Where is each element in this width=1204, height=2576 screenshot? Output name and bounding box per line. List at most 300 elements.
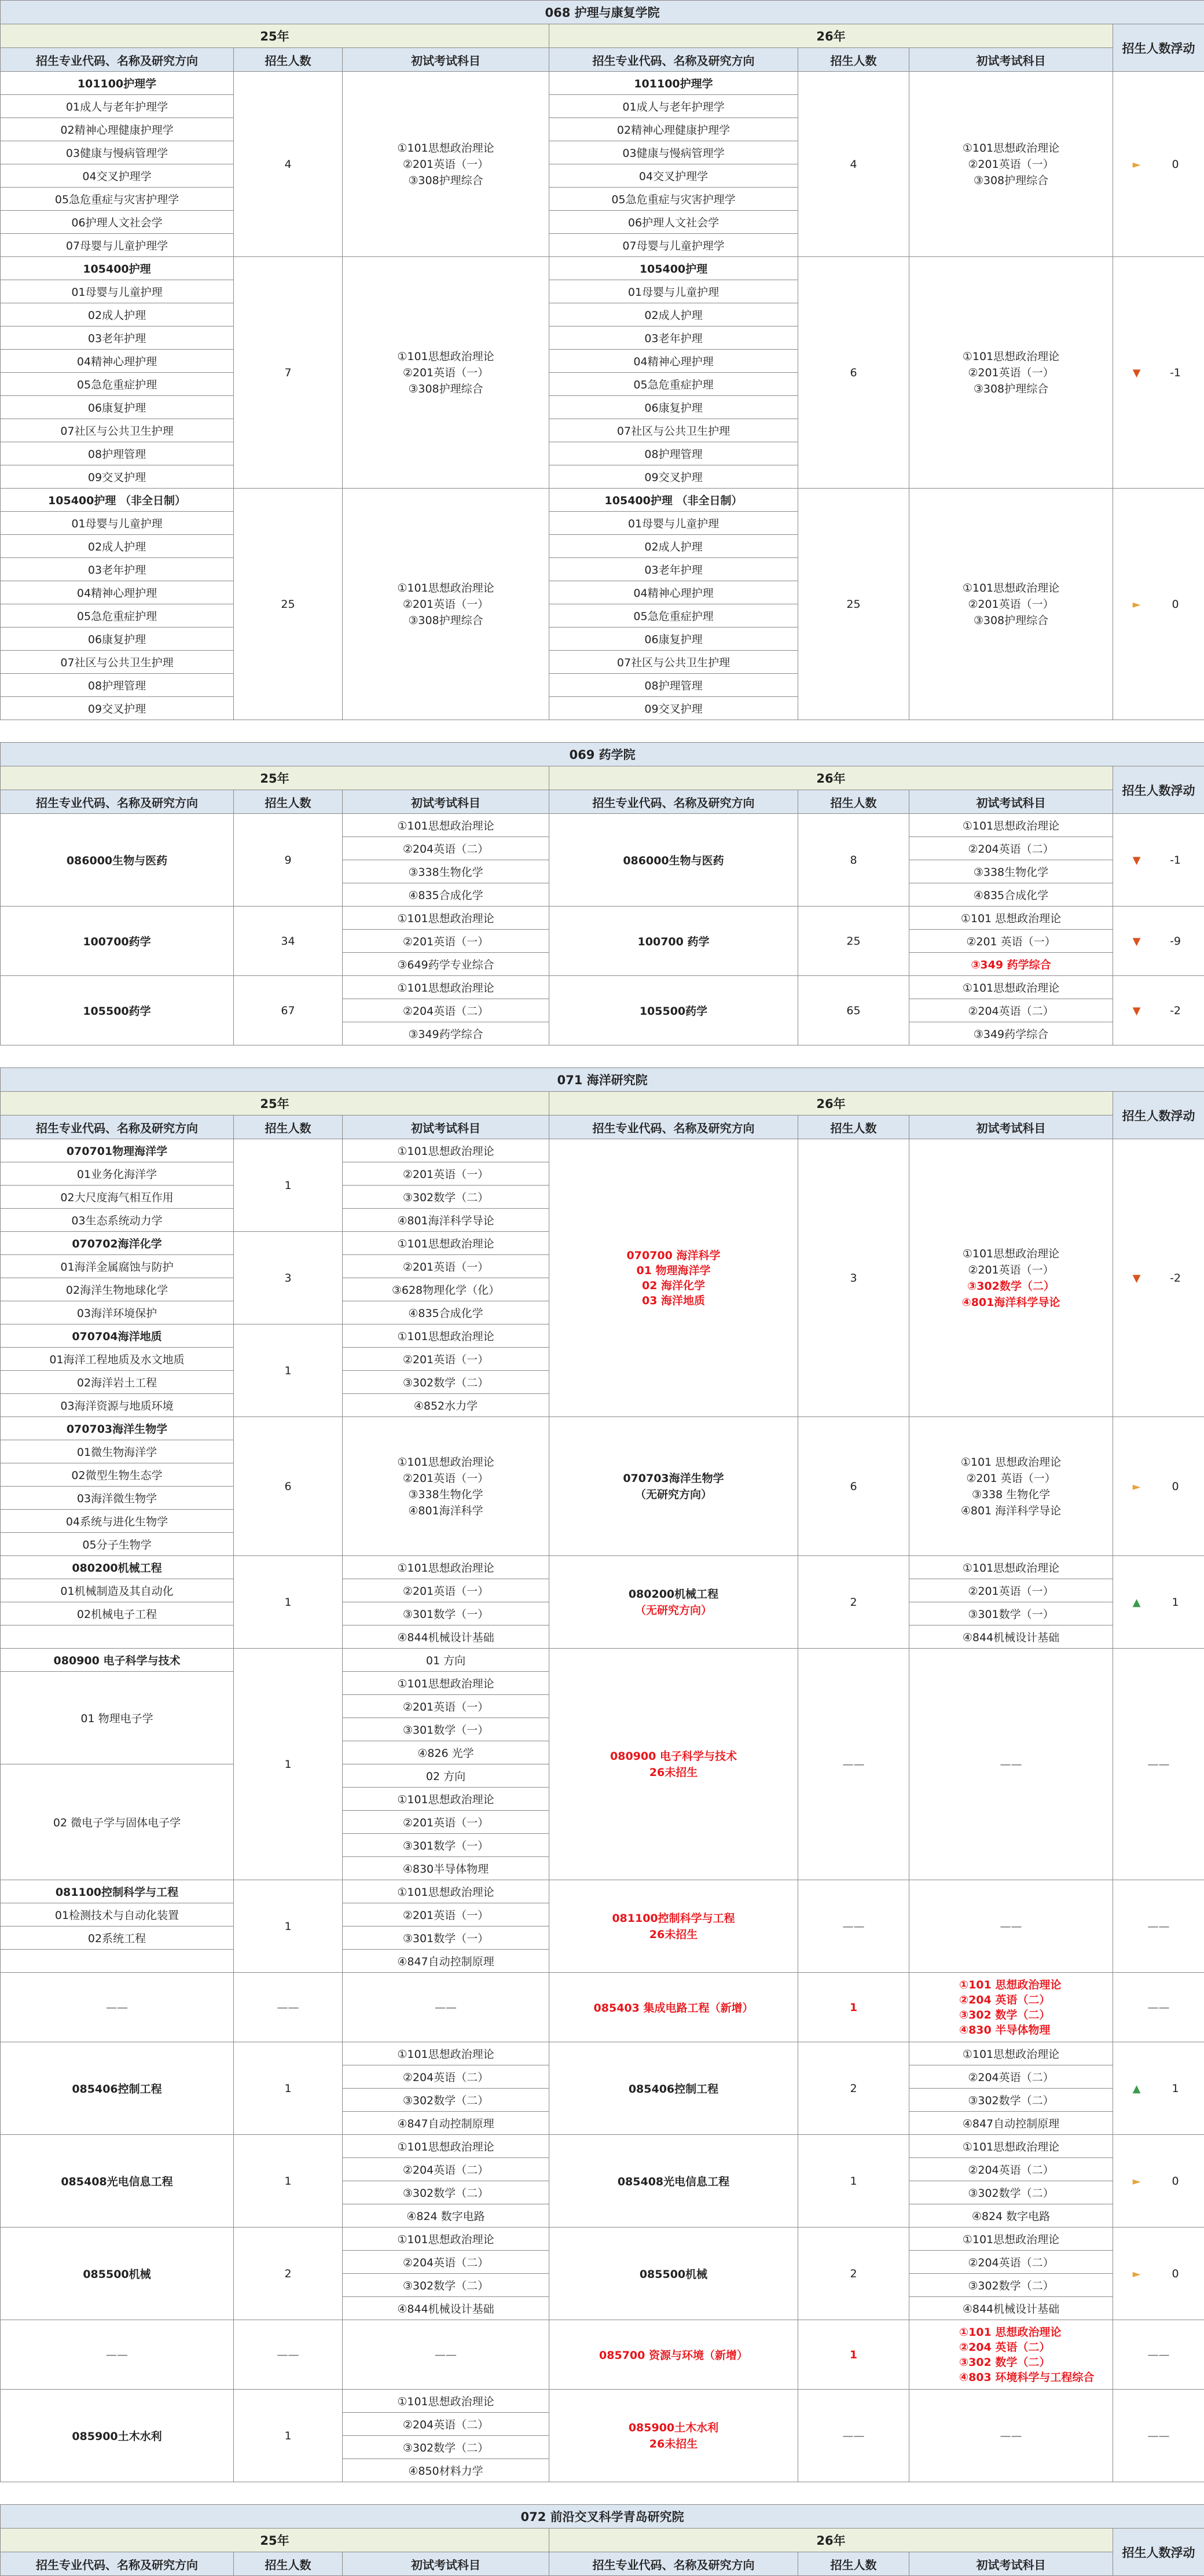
column-header: 招生人数 — [798, 790, 909, 814]
exam-25: ②204英语（二） — [343, 999, 549, 1022]
float-value: 1 — [1164, 2082, 1187, 2095]
exam-26: ②201 英语（一） — [909, 930, 1113, 953]
not-enrolled-line: 26未招生 — [549, 1927, 798, 1943]
count-26: 2 — [798, 2042, 909, 2135]
program-code-25: 070701物理海洋学 — [1, 1139, 234, 1162]
float-cell: —— — [1113, 1973, 1204, 2042]
direction-25: 04交叉护理学 — [1, 164, 234, 188]
count-25: 6 — [234, 1417, 343, 1556]
direction-26: 02成人护理 — [549, 535, 798, 558]
exam-26-line: ③302数学（二） — [909, 1278, 1113, 1294]
program-code-25: 085406控制工程 — [1, 2042, 234, 2135]
exam-26: ①101思想政治理论 — [909, 1556, 1113, 1579]
arrow-right-icon: ► — [1130, 1481, 1143, 1493]
program-code-25: —— — [1, 2320, 234, 2390]
section-gap — [0, 1045, 1204, 1067]
program-code-26: 085408光电信息工程 — [549, 2135, 798, 2228]
count-26: 25 — [798, 489, 909, 720]
arrow-down-icon: ▼ — [1130, 935, 1143, 948]
direction-25: 01海洋金属腐蚀与防护 — [1, 1255, 234, 1278]
program-code-25: 085900土木水利 — [1, 2390, 234, 2482]
not-enrolled-line: 26未招生 — [549, 1764, 798, 1781]
direction-25: 02精神心理健康护理学 — [1, 118, 234, 141]
program-code-26 — [549, 1556, 798, 1649]
exam-subjects-25 — [343, 72, 549, 257]
exam-26: ③338生物化学 — [909, 860, 1113, 883]
exam-26-line: ①101 思想政治理论 — [959, 1977, 1113, 1992]
exam-26-line: ③308护理综合 — [909, 173, 1113, 189]
float-cell — [1113, 1139, 1204, 1417]
arrow-up-icon: ▲ — [1130, 1597, 1143, 1609]
count-26: 3 — [798, 1139, 909, 1417]
table-row — [1, 1139, 1204, 1162]
exam-25: ④847自动控制原理 — [343, 1950, 549, 1973]
program-code-25: 086000生物与医药 — [1, 814, 234, 907]
float-cell — [1113, 489, 1204, 720]
float-cell: —— — [1113, 1649, 1204, 1880]
exam-25: ③338生物化学 — [343, 860, 549, 883]
exam-26: ③301数学（一） — [909, 1602, 1113, 1625]
float-value: -1 — [1164, 366, 1187, 379]
direction-25: 03老年护理 — [1, 558, 234, 581]
merged-program-line: 01 物理海洋学 — [549, 1263, 798, 1278]
not-enrolled-line: 26未招生 — [549, 2436, 798, 2452]
table-row — [1, 2042, 1204, 2065]
count-25: 4 — [234, 72, 343, 257]
exam-25: ③302数学（二） — [343, 2436, 549, 2459]
section-gap — [0, 2482, 1204, 2504]
direction-26: 05急危重症护理 — [549, 604, 798, 628]
exam-subjects-25 — [343, 257, 549, 489]
exam-subjects-25 — [343, 489, 549, 720]
direction-25: 07母婴与儿童护理学 — [1, 234, 234, 257]
exam-25: ①101思想政治理论 — [343, 814, 549, 837]
column-header: 初试考试科目 — [343, 48, 549, 72]
year-25-label: 25年 — [1, 24, 549, 48]
exam-25: ①101思想政治理论 — [343, 1324, 549, 1348]
column-header: 招生人数 — [234, 48, 343, 72]
count-26: 1 — [798, 2320, 909, 2390]
program-code-26 — [549, 1417, 798, 1556]
direction-26: 09交叉护理 — [549, 697, 798, 720]
direction-25: 01海洋工程地质及水文地质 — [1, 1348, 234, 1371]
direction-26: 04交叉护理学 — [549, 164, 798, 188]
direction-25: 01微生物海洋学 — [1, 1440, 234, 1463]
count-26: 1 — [798, 1973, 909, 2042]
float-value: -2 — [1164, 1004, 1187, 1017]
exam-26-line: ③308护理综合 — [909, 381, 1113, 397]
exam-25: ③301数学（一） — [343, 1718, 549, 1741]
exam-25: ②204英语（二） — [343, 2158, 549, 2181]
count-25: 67 — [234, 976, 343, 1045]
exam-26: —— — [909, 1880, 1113, 1973]
exam-26: ④824 数字电路 — [909, 2204, 1113, 2228]
exam-26: ③349 药学综合 — [909, 953, 1113, 976]
program-code-26: 101100护理学 — [549, 72, 798, 95]
exam-subjects-26 — [909, 257, 1113, 489]
exam-25: ④826 光学 — [343, 1741, 549, 1764]
exam-26-line: ②201英语（一） — [909, 156, 1113, 173]
column-header: 招生专业代码、名称及研究方向 — [1, 790, 234, 814]
program-code-25: 080200机械工程 — [1, 1556, 234, 1579]
direction-26: 04精神心理护理 — [549, 581, 798, 604]
program-code-26: 100700 药学 — [549, 907, 798, 976]
program-code-26 — [549, 1139, 798, 1417]
exam-subjects-25 — [343, 1417, 549, 1556]
column-header: 招生专业代码、名称及研究方向 — [549, 790, 798, 814]
column-header: 初试考试科目 — [909, 48, 1113, 72]
exam-25: 02 方向 — [343, 1764, 549, 1788]
exam-25: ④835合成化学 — [343, 1301, 549, 1324]
float-cell: —— — [1113, 2390, 1204, 2482]
exam-subjects-26 — [909, 1139, 1113, 1417]
exam-26-line: ①101思想政治理论 — [909, 580, 1113, 596]
direction-25: 02 微电子学与固体电子学 — [1, 1764, 234, 1880]
year-26-label: 26年 — [549, 766, 1113, 790]
exam-26-line: ②201英语（一） — [909, 1262, 1113, 1278]
exam-subjects-26 — [909, 72, 1113, 257]
direction-26: 07社区与公共卫生护理 — [549, 651, 798, 674]
direction-26: 01成人与老年护理学 — [549, 95, 798, 118]
count-25: 1 — [234, 2042, 343, 2135]
direction-25: 04精神心理护理 — [1, 581, 234, 604]
direction-26: 06护理人文社会学 — [549, 211, 798, 234]
count-26: 1 — [798, 2135, 909, 2228]
direction-25: 01母婴与儿童护理 — [1, 280, 234, 303]
program-code-26 — [549, 2390, 798, 2482]
exam-25: ②201英语（一） — [343, 1348, 549, 1371]
direction-26: 08护理管理 — [549, 442, 798, 465]
direction-26: 06康复护理 — [549, 396, 798, 419]
exam-25: ③302数学（二） — [343, 2089, 549, 2112]
exam-26: ②201英语（一） — [909, 1579, 1113, 1602]
exam-25-line: ②201英语（一） — [343, 1470, 549, 1487]
exam-subjects-26 — [909, 1973, 1113, 2042]
float-value: 1 — [1164, 1596, 1187, 1609]
float-header: 招生人数浮动 — [1113, 766, 1204, 814]
direction-25: 02成人护理 — [1, 535, 234, 558]
exam-25-line: ④801海洋科学 — [343, 1503, 549, 1519]
float-cell — [1113, 2228, 1204, 2320]
arrow-right-icon: ► — [1130, 2175, 1143, 2188]
exam-25: ①101思想政治理论 — [343, 2135, 549, 2158]
exam-25-line: ②201英语（一） — [343, 156, 549, 173]
year-25-label: 25年 — [1, 1092, 549, 1115]
exam-25: ①101思想政治理论 — [343, 1788, 549, 1811]
float-cell: —— — [1113, 2320, 1204, 2390]
direction-25: 05急危重症护理 — [1, 604, 234, 628]
float-value: -2 — [1164, 1272, 1187, 1285]
direction-25: 03健康与慢病管理学 — [1, 141, 234, 164]
program-code-25: 105400护理 — [1, 257, 234, 280]
count-25: 3 — [234, 1232, 343, 1324]
arrow-down-icon: ▼ — [1130, 1272, 1143, 1285]
exam-26-line: ①101思想政治理论 — [909, 140, 1113, 156]
column-header: 招生人数 — [234, 1115, 343, 1139]
table-068 — [0, 0, 1204, 720]
float-value: 0 — [1164, 1480, 1187, 1493]
program-code-26-title: 080200机械工程 — [549, 1586, 798, 1602]
direction-25: 08护理管理 — [1, 674, 234, 697]
table-row — [1, 489, 1204, 512]
direction-25: 03海洋微生物学 — [1, 1487, 234, 1510]
direction-26: 02精神心理健康护理学 — [549, 118, 798, 141]
direction-25: 03生态系统动力学 — [1, 1209, 234, 1232]
exam-26: ①101思想政治理论 — [909, 2042, 1113, 2065]
direction-25 — [1, 1625, 234, 1649]
program-code-26: 085403 集成电路工程（新增） — [549, 1973, 798, 2042]
table-row — [1, 1880, 1204, 1903]
exam-25: —— — [343, 2320, 549, 2390]
table-072 — [0, 2504, 1204, 2576]
float-value: 0 — [1164, 2267, 1187, 2280]
column-header: 招生人数 — [234, 790, 343, 814]
exam-26: ①101思想政治理论 — [909, 2135, 1113, 2158]
count-26: 6 — [798, 257, 909, 489]
direction-26: 09交叉护理 — [549, 465, 798, 489]
exam-26-line: ④830 半导体物理 — [959, 2023, 1113, 2038]
exam-26-line: ①101思想政治理论 — [909, 348, 1113, 365]
program-code-26: 105500药学 — [549, 976, 798, 1045]
float-cell — [1113, 907, 1204, 976]
table-row — [1, 2320, 1204, 2343]
section-title: 068 护理与康复学院 — [1, 1, 1204, 24]
direction-26: 07母婴与儿童护理学 — [549, 234, 798, 257]
exam-26-line: ①101 思想政治理论 — [909, 1454, 1113, 1470]
exam-25: ③628物理化学（化） — [343, 1278, 549, 1301]
program-code-26: 085406控制工程 — [549, 2042, 798, 2135]
exam-26-line: ②201 英语（一） — [909, 1470, 1113, 1487]
exam-25: ①101思想政治理论 — [343, 1139, 549, 1162]
column-header: 招生人数 — [798, 1115, 909, 1139]
exam-26: ③302数学（二） — [909, 2089, 1113, 2112]
exam-25: ②204英语（二） — [343, 837, 549, 860]
table-row — [1, 2228, 1204, 2251]
arrow-up-icon: ▲ — [1130, 2083, 1143, 2095]
table-071 — [0, 1067, 1204, 2482]
exam-25: ②201英语（一） — [343, 1903, 549, 1927]
column-header: 初试考试科目 — [909, 1115, 1113, 1139]
section-gap — [0, 720, 1204, 742]
year-26-label: 26年 — [549, 24, 1113, 48]
float-header: 招生人数浮动 — [1113, 2529, 1204, 2576]
program-code-26: 085500机械 — [549, 2228, 798, 2320]
direction-26: 03健康与慢病管理学 — [549, 141, 798, 164]
count-26: —— — [798, 2390, 909, 2482]
direction-25: 02海洋岩土工程 — [1, 1371, 234, 1394]
exam-26-line: ④801海洋科学导论 — [909, 1294, 1113, 1311]
direction-25: 05急危重症与灾害护理学 — [1, 188, 234, 211]
program-code-25: —— — [1, 1973, 234, 2042]
count-26: 65 — [798, 976, 909, 1045]
program-subtitle-26: （无研究方向） — [549, 1487, 798, 1503]
program-code-26 — [549, 1649, 798, 1880]
column-header: 初试考试科目 — [343, 2552, 549, 2576]
exam-25: ④835合成化学 — [343, 883, 549, 907]
column-header: 招生专业代码、名称及研究方向 — [1, 1115, 234, 1139]
exam-25: 01 方向 — [343, 1649, 549, 1672]
exam-25-line: ③308护理综合 — [343, 381, 549, 397]
direction-25: 07社区与公共卫生护理 — [1, 651, 234, 674]
exam-25: ④824 数字电路 — [343, 2204, 549, 2228]
direction-26: 05急危重症护理 — [549, 373, 798, 396]
count-25: —— — [234, 1973, 343, 2042]
float-cell: —— — [1113, 1880, 1204, 1973]
count-26: 4 — [798, 72, 909, 257]
column-header: 招生专业代码、名称及研究方向 — [549, 2552, 798, 2576]
column-header: 初试考试科目 — [909, 2552, 1113, 2576]
exam-26: ②204英语（二） — [909, 2251, 1113, 2274]
float-header: 招生人数浮动 — [1113, 24, 1204, 72]
program-code-25: 100700药学 — [1, 907, 234, 976]
direction-25: 03海洋资源与地质环境 — [1, 1394, 234, 1417]
not-enrolled-line: 081100控制科学与工程 — [549, 1910, 798, 1927]
exam-26: ④847自动控制原理 — [909, 2112, 1113, 2135]
arrow-right-icon: ► — [1130, 2268, 1143, 2280]
exam-26: ③302数学（二） — [909, 2274, 1113, 2297]
exam-26-line: ②201英语（一） — [909, 596, 1113, 612]
count-25: 2 — [234, 2228, 343, 2320]
exam-25: ③301数学（一） — [343, 1834, 549, 1857]
exam-25: ②201英语（一） — [343, 1255, 549, 1278]
exam-25: ②204英语（二） — [343, 2413, 549, 2436]
direction-25: 01业务化海洋学 — [1, 1162, 234, 1186]
column-header: 招生人数 — [234, 2552, 343, 2576]
program-code-26 — [549, 1880, 798, 1973]
count-26: —— — [798, 1880, 909, 1973]
table-row — [1, 1417, 1204, 1440]
exam-25: —— — [343, 1973, 549, 2042]
column-header: 招生专业代码、名称及研究方向 — [1, 2552, 234, 2576]
exam-26: ①101思想政治理论 — [909, 2228, 1113, 2251]
section-title: 071 海洋研究院 — [1, 1068, 1204, 1092]
float-header: 招生人数浮动 — [1113, 1092, 1204, 1139]
program-code-26: 085700 资源与环境（新增） — [549, 2320, 798, 2390]
table-row — [1, 1649, 1204, 1672]
exam-25: ②201英语（一） — [343, 1579, 549, 1602]
program-code-26: 105400护理 — [549, 257, 798, 280]
table-row — [1, 1556, 1204, 1579]
exam-25: ③302数学（二） — [343, 2274, 549, 2297]
direction-26: 07社区与公共卫生护理 — [549, 419, 798, 442]
direction-26: 03老年护理 — [549, 558, 798, 581]
float-cell — [1113, 2042, 1204, 2135]
exam-25-line: ②201英语（一） — [343, 365, 549, 381]
count-25: 1 — [234, 1880, 343, 1973]
direction-26: 02成人护理 — [549, 303, 798, 326]
column-header: 招生专业代码、名称及研究方向 — [549, 48, 798, 72]
exam-subjects-26 — [909, 2320, 1113, 2390]
exam-26-line: ④803 环境科学与工程综合 — [959, 2370, 1113, 2385]
year-25-label: 25年 — [1, 766, 549, 790]
count-25: 1 — [234, 2390, 343, 2482]
float-cell — [1113, 72, 1204, 257]
exam-25-line: ①101思想政治理论 — [343, 1454, 549, 1470]
merged-program-line: 03 海洋地质 — [549, 1293, 798, 1308]
exam-26: ④835合成化学 — [909, 883, 1113, 907]
exam-25-line: ③308护理综合 — [343, 173, 549, 189]
program-code-25: 070703海洋生物学 — [1, 1417, 234, 1440]
exam-26: ①101思想政治理论 — [909, 976, 1113, 999]
exam-25: ④852水力学 — [343, 1394, 549, 1417]
exam-25-line: ③338生物化学 — [343, 1487, 549, 1503]
exam-26: ②204英语（二） — [909, 2065, 1113, 2089]
float-cell — [1113, 1556, 1204, 1649]
program-code-26: 105400护理 （非全日制） — [549, 489, 798, 512]
not-enrolled-line: 080900 电子科学与技术 — [549, 1748, 798, 1764]
float-cell — [1113, 1417, 1204, 1556]
direction-25: 06康复护理 — [1, 396, 234, 419]
exam-25: ③302数学（二） — [343, 2181, 549, 2204]
exam-26: —— — [909, 2390, 1113, 2482]
count-25: 1 — [234, 1649, 343, 1880]
program-subtitle-26: （无研究方向） — [549, 1602, 798, 1619]
direction-26: 04精神心理护理 — [549, 350, 798, 373]
arrow-right-icon: ► — [1130, 599, 1143, 611]
exam-25: ①101思想政治理论 — [343, 2228, 549, 2251]
direction-26: 05急危重症与灾害护理学 — [549, 188, 798, 211]
exam-26: ③349药学综合 — [909, 1022, 1113, 1045]
float-value: 0 — [1164, 158, 1187, 171]
float-value: 0 — [1164, 598, 1187, 611]
not-enrolled-line: 085900土木水利 — [549, 2420, 798, 2436]
direction-25: 02机械电子工程 — [1, 1602, 234, 1625]
count-26: 2 — [798, 1556, 909, 1649]
table-row — [1, 976, 1204, 999]
direction-25: 06康复护理 — [1, 628, 234, 651]
direction-25: 01母婴与儿童护理 — [1, 512, 234, 535]
program-code-25: 070704海洋地质 — [1, 1324, 234, 1348]
column-header: 招生专业代码、名称及研究方向 — [549, 1115, 798, 1139]
exam-25: ②204英语（二） — [343, 2251, 549, 2274]
exam-25: ①101思想政治理论 — [343, 1232, 549, 1255]
table-row — [1, 2390, 1204, 2413]
direction-25: 01机械制造及其自动化 — [1, 1579, 234, 1602]
exam-25: ②201英语（一） — [343, 1811, 549, 1834]
exam-26-line: ④801 海洋科学导论 — [909, 1503, 1113, 1519]
direction-26: 01母婴与儿童护理 — [549, 280, 798, 303]
count-26: 25 — [798, 907, 909, 976]
direction-25: 03海洋环境保护 — [1, 1301, 234, 1324]
arrow-down-icon: ▼ — [1130, 367, 1143, 379]
year-26-label: 26年 — [549, 1092, 1113, 1115]
merged-program-line: 070700 海洋科学 — [549, 1248, 798, 1263]
column-header: 招生专业代码、名称及研究方向 — [1, 48, 234, 72]
table-row — [1, 907, 1204, 930]
exam-subjects-26 — [909, 1417, 1113, 1556]
exam-26: ②204英语（二） — [909, 837, 1113, 860]
exam-25: ④844机械设计基础 — [343, 2297, 549, 2320]
column-header: 初试考试科目 — [343, 1115, 549, 1139]
direction-25: 08护理管理 — [1, 442, 234, 465]
direction-25: 09交叉护理 — [1, 465, 234, 489]
program-code-26: 086000生物与医药 — [549, 814, 798, 907]
direction-25: 05分子生物学 — [1, 1533, 234, 1556]
exam-26: ①101思想政治理论 — [909, 814, 1113, 837]
direction-26: 03老年护理 — [549, 326, 798, 350]
exam-26-line: ②204 英语（二） — [959, 1992, 1113, 2008]
column-header: 招生人数 — [798, 48, 909, 72]
arrow-down-icon: ▼ — [1130, 854, 1143, 867]
exam-25: ③302数学（二） — [343, 1186, 549, 1209]
direction-25 — [1, 1950, 234, 1973]
arrow-down-icon: ▼ — [1130, 1005, 1143, 1017]
exam-26: ④844机械设计基础 — [909, 2297, 1113, 2320]
program-code-25: 085408光电信息工程 — [1, 2135, 234, 2228]
float-value: -9 — [1164, 935, 1187, 948]
exam-25: ②201英语（一） — [343, 930, 549, 953]
exam-26-line: ③338 生物化学 — [909, 1487, 1113, 1503]
